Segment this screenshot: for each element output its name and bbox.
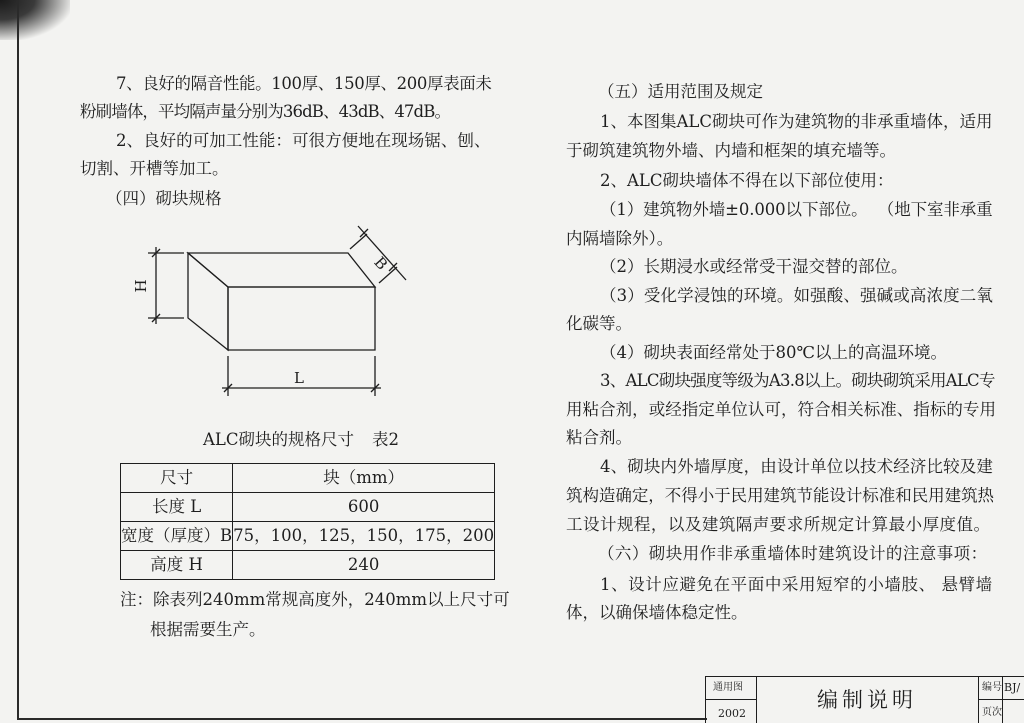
h-label: H <box>132 279 150 293</box>
block-front-face <box>228 287 375 350</box>
header-block-mm: 块（mm） <box>233 464 495 493</box>
table-row <box>121 522 495 551</box>
table-header-row <box>121 464 495 493</box>
table-row <box>121 493 495 522</box>
title-block-page-label: 页次 <box>982 707 1002 718</box>
right-line-10: （4）砌块表面经常处于80℃以上的高温环境。 <box>600 343 947 362</box>
right-line-12: 用粘合剂，或经指定单位认可，符合相关标准、指标的专用 <box>566 400 996 419</box>
title-block-year: 2002 <box>718 707 746 720</box>
row-label-length: 长度 L <box>121 493 233 522</box>
right-line-15: 筑构造确定，不得小于民用建筑节能设计标准和民用建筑热 <box>566 486 995 505</box>
frame-bottom-border <box>17 718 707 720</box>
right-line-3: 于砌筑建筑物外墙、内墙和框架的填充墙等。 <box>566 141 896 160</box>
block-top-face <box>188 253 375 287</box>
right-line-11: 3、ALC砌块强度等级为A3.8以上。砌块砌筑采用ALC专 <box>600 371 995 390</box>
title-block <box>705 676 1024 723</box>
section-heading-scope: （五）适用范围及规定 <box>598 82 763 101</box>
right-line-7: （2）长期浸水或经常受干湿交替的部位。 <box>600 257 908 276</box>
left-line-2: 粉刷墙体，平均隔声量分别为36dB、43dB、47dB。 <box>80 102 451 121</box>
left-line-3: 2、良好的可加工性能：可很方便地在现场锯、刨、 <box>116 131 491 150</box>
b-dimension-line <box>358 226 406 280</box>
row-value-width: 75，100，125，150，175，200 <box>233 522 495 551</box>
right-line-13: 粘合剂。 <box>566 428 632 447</box>
title-block-divider <box>978 699 1024 700</box>
right-line-6: 内隔墙除外）。 <box>566 229 674 248</box>
row-value-length: 600 <box>233 493 495 522</box>
b-extension-back <box>350 234 367 249</box>
table-number: 表2 <box>372 430 399 449</box>
block-spec-table <box>120 463 495 580</box>
table-caption: ALC砌块的规格尺寸 <box>203 430 354 449</box>
block-dimension-diagram <box>120 230 420 410</box>
table-row <box>121 551 495 580</box>
right-line-18: 1、设计应避免在平面中采用短窄的小墙肢、 悬臂墙 <box>600 575 993 594</box>
b-label: B <box>370 253 392 274</box>
header-dimension: 尺寸 <box>121 464 233 493</box>
section-heading-block-spec: （四）砌块规格 <box>106 189 222 208</box>
section-heading-design-notes: （六）砌块用作非承重墙体时建筑设计的注意事项： <box>598 544 988 563</box>
title-block-title: 编制说明 <box>817 688 917 712</box>
title-block-category: 通用图 <box>713 682 743 693</box>
scan-corner-shadow <box>0 0 70 40</box>
note-line-2: 根据需要生产。 <box>150 620 266 639</box>
right-line-16: 工设计规程，以及建筑隔声要求所规定计算最小厚度值。 <box>566 515 991 534</box>
row-label-width: 宽度（厚度）B <box>121 522 233 551</box>
l-label: L <box>294 369 304 387</box>
row-value-height: 240 <box>233 551 495 580</box>
frame-left-border <box>17 0 19 719</box>
title-block-number: BJ/ <box>1004 681 1021 694</box>
right-line-4: 2、ALC砌块墙体不得在以下部位使用： <box>600 171 894 190</box>
right-line-19: 体，以确保墙体稳定性。 <box>566 603 748 622</box>
right-line-5: （1）建筑物外墙±0.000以下部位。 （地下室非承重 <box>600 200 993 219</box>
right-line-8: （3）受化学浸蚀的环境。如强酸、强碱或高浓度二氧 <box>600 286 993 305</box>
left-line-1: 7、良好的隔音性能。100厚、150厚、200厚表面未 <box>116 74 492 93</box>
title-block-divider <box>706 699 756 700</box>
block-left-face <box>188 253 228 350</box>
right-line-14: 4、砌块内外墙厚度，由设计单位以技术经济比较及建 <box>600 457 993 476</box>
right-line-2: 1、本图集ALC砌块可作为建筑物的非承重墙体，适用 <box>600 112 993 131</box>
row-label-height: 高度 H <box>121 551 233 580</box>
right-line-9: 化碳等。 <box>566 314 632 333</box>
note-line-1: 注：除表列240mm常规高度外，240mm以上尺寸可 <box>120 590 510 609</box>
left-line-4: 切割、开槽等加工。 <box>80 159 229 178</box>
title-block-number-label: 编号 <box>982 682 1002 693</box>
